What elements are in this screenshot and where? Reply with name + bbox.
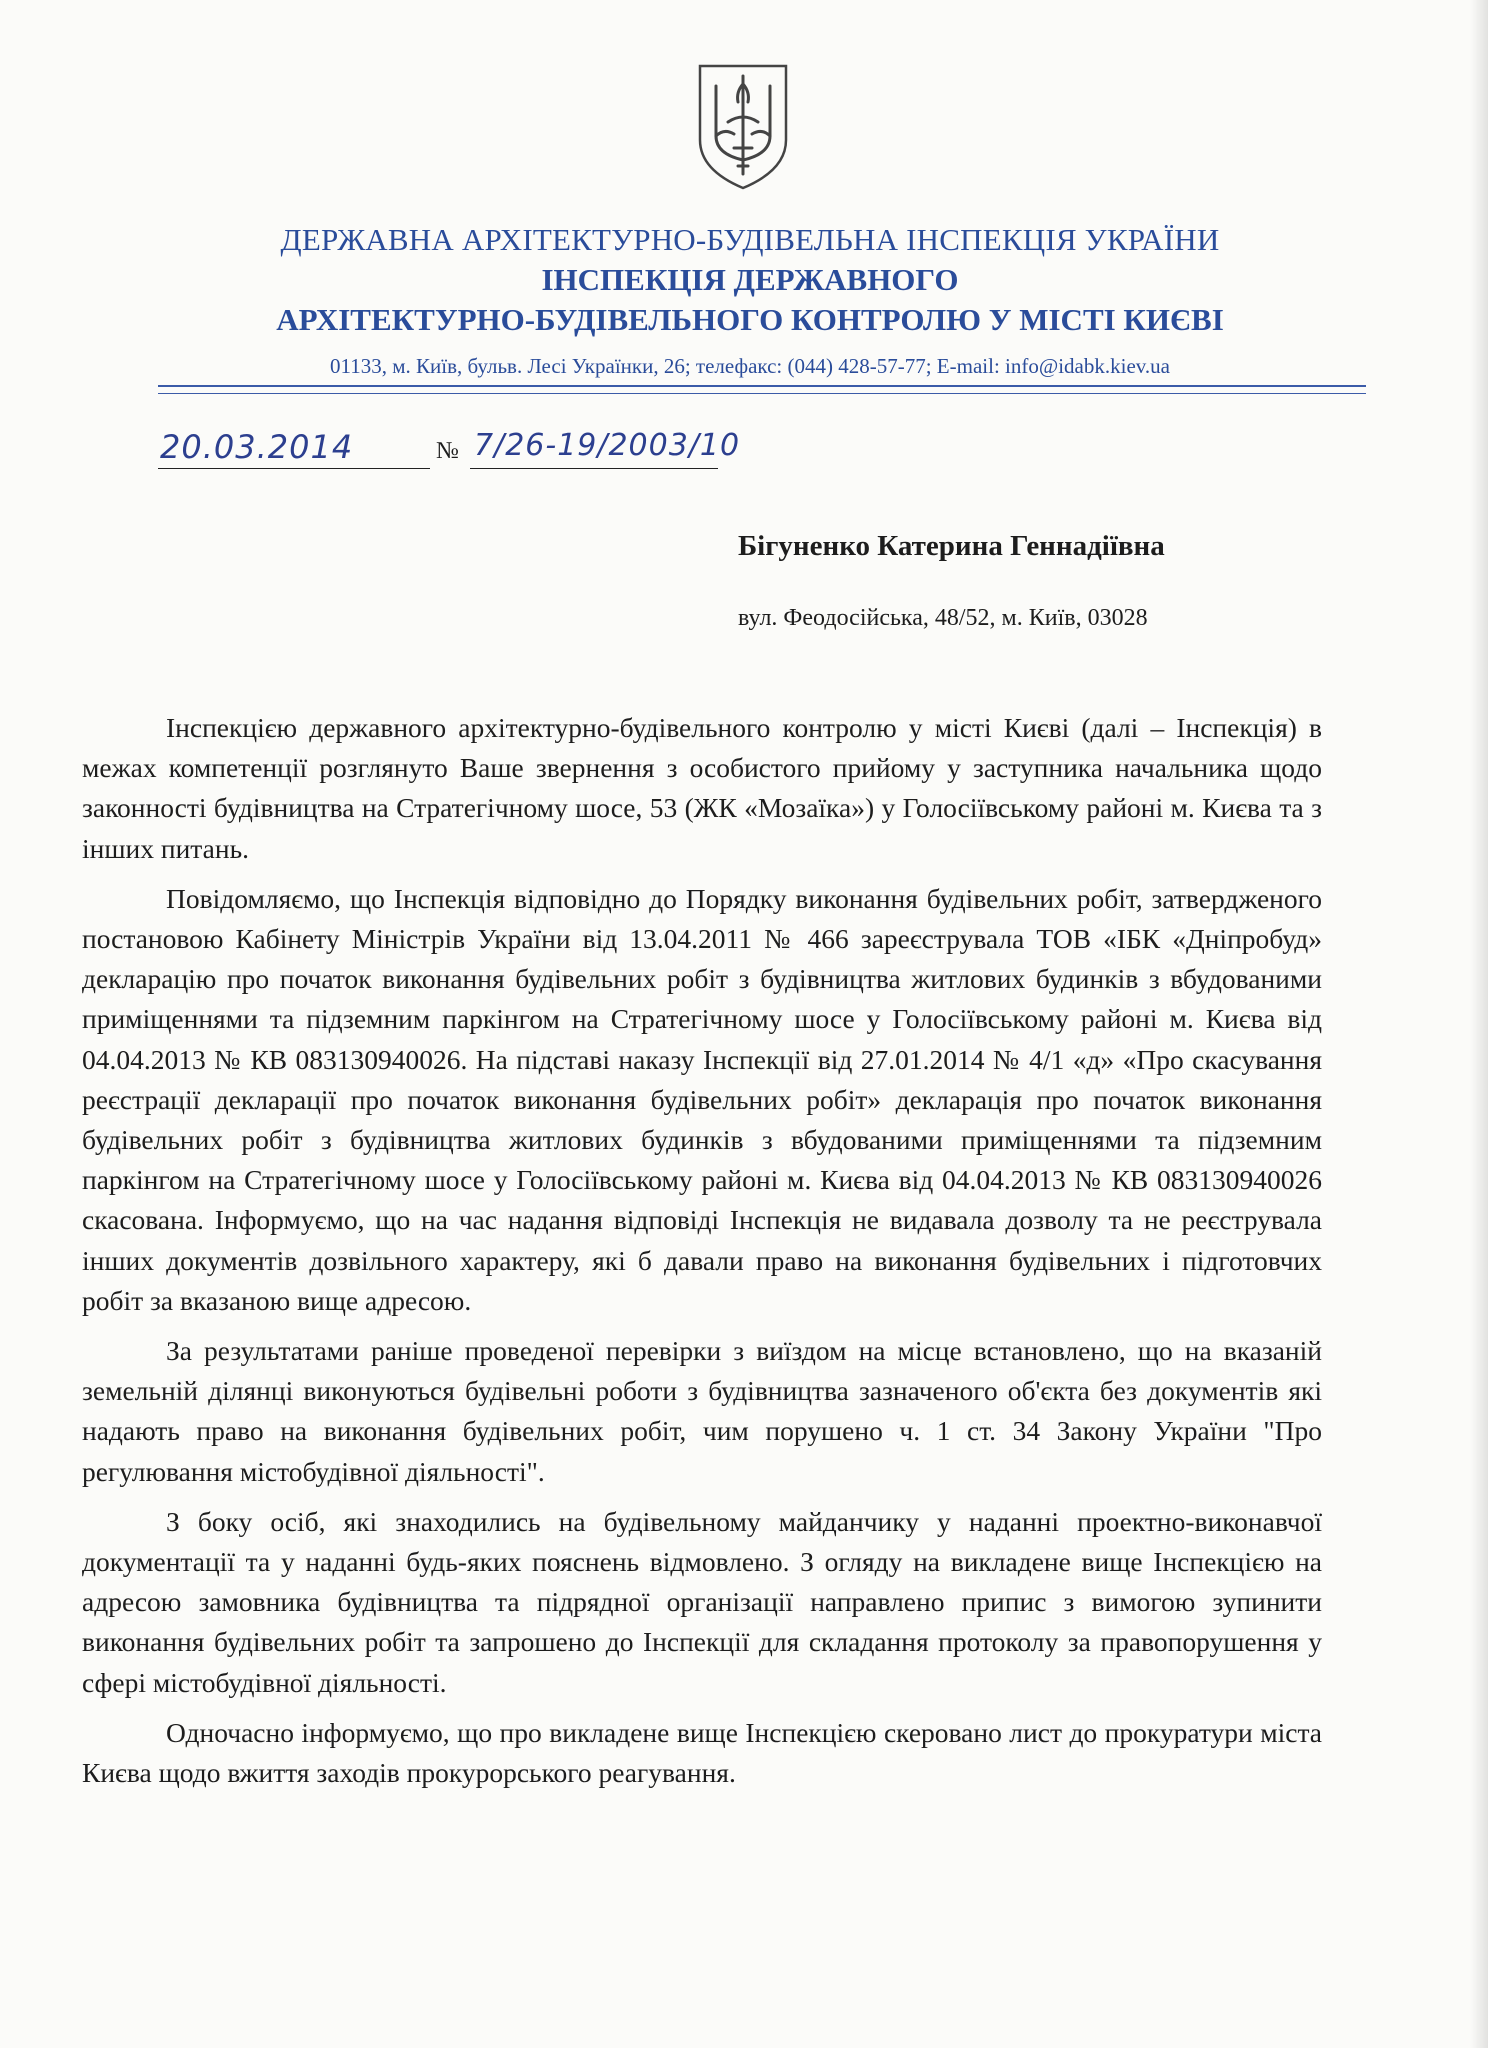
registration-number: 7/26-19/2003/10 — [474, 428, 741, 463]
body-paragraph: Одночасно інформуємо, що про викладене вище Інспекцією скеровано лист до прокуратури міста Києва щодо вжиття заходів прокурорського реагування. — [82, 1716, 1322, 1789]
letter-body — [82, 708, 1322, 1803]
inspection-name-line2: АРХІТЕКТУРНО-БУДІВЕЛЬНОГО КОНТРОЛЮ У МІСТІ КИЄВІ — [276, 302, 1224, 337]
body-paragraph: З боку осіб, які знаходились на будівельному майданчику у наданні проектно-виконавчої документації та у наданні будь-яких пояснень відмовлено. З огляду на викладене вище Інспекцією на адресою замовника будівництва та підрядної організації направлено припис з вимогою зупинити виконання будівельних робіт та запрошено до Інспекції для складання протоколу за правопорушення у сфері містобудівної діяльності. — [82, 1505, 1322, 1698]
recipient-address: вул. Феодосійська, 48/52, м. Київ, 03028 — [738, 605, 1148, 631]
body-paragraph: Повідомляємо, що Інспекція відповідно до Порядку виконання будівельних робіт, затвердженого постановою Кабінету Міністрів України від 13.04.2011 № 466 зареєструвала ТОВ «ІБК «Дніпробуд» декларацію про початок виконання будівельних робіт з будівництва житлових будинків з вбудованими приміщеннями та підземним паркінгом на Стратегічному шосе у Голосіївському районі м. Києва від 04.04.2013 № КВ 083130940026. На підставі наказу Інспекції від 27.01.2014 № 4/1 «д» «Про скасування реєстрації декларації про початок виконання будівельних робіт» декларація про початок виконання будівельних робіт з будівництва житлових будинків з вбудованими приміщеннями та підземним паркінгом на Стратегічному шосе у Голосіївському районі м. Києва від 04.04.2013 № КВ 083130940026 скасована. Інформуємо, що на час надання відповіді Інспекція не видавала дозволу та не реєструвала інших документів дозвільного характеру, які б давали право на виконання будівельних і підготовчих робіт за вказаною вище адресою. — [82, 882, 1322, 1316]
ministry-name: ДЕРЖАВНА АРХІТЕКТУРНО-БУДІВЕЛЬНА ІНСПЕКЦІЯ УКРАЇНИ — [280, 222, 1220, 257]
letterhead-divider-thin — [158, 393, 1366, 394]
inspection-name-line1: ІНСПЕКЦІЯ ДЕРЖАВНОГО — [541, 262, 959, 297]
body-paragraph: Інспекцією державного архітектурно-будівельного контролю у місті Києві (далі – Інспекція) в межах компетенції розглянуто Ваше звернення з особистого прийому у заступника начальника щодо законності будівництва на Стратегічному шосе, 53 (ЖК «Мозаїка») у Голосіївському районі м. Києва та з інших питань. — [82, 712, 1322, 864]
registration-date: 20.03.2014 — [160, 428, 354, 466]
body-paragraph: За результатами раніше проведеної перевірки з виїздом на місце встановлено, що на вказаній земельній ділянці виконуються будівельні роботи з будівництва зазначеного об'єкта без документів які надають право на виконання будівельних робіт, чим порушено ч. 1 ст. 34 Закону України "Про регулювання містобудівної діяльності". — [82, 1335, 1322, 1487]
number-underline — [470, 468, 718, 469]
date-underline — [158, 468, 430, 469]
contact-details: 01133, м. Київ, бульв. Лесі Українки, 26; телефакс: (044) 428-57-77; E-mail: info@idabk.kiev.ua — [330, 354, 1170, 378]
letterhead-divider — [158, 385, 1366, 387]
recipient-name: Бігуненко Катерина Геннадіївна — [738, 530, 1165, 562]
number-label: № — [436, 438, 459, 464]
scan-edge-shadow — [1470, 0, 1488, 2048]
trident-coat-of-arms-icon — [694, 62, 792, 192]
